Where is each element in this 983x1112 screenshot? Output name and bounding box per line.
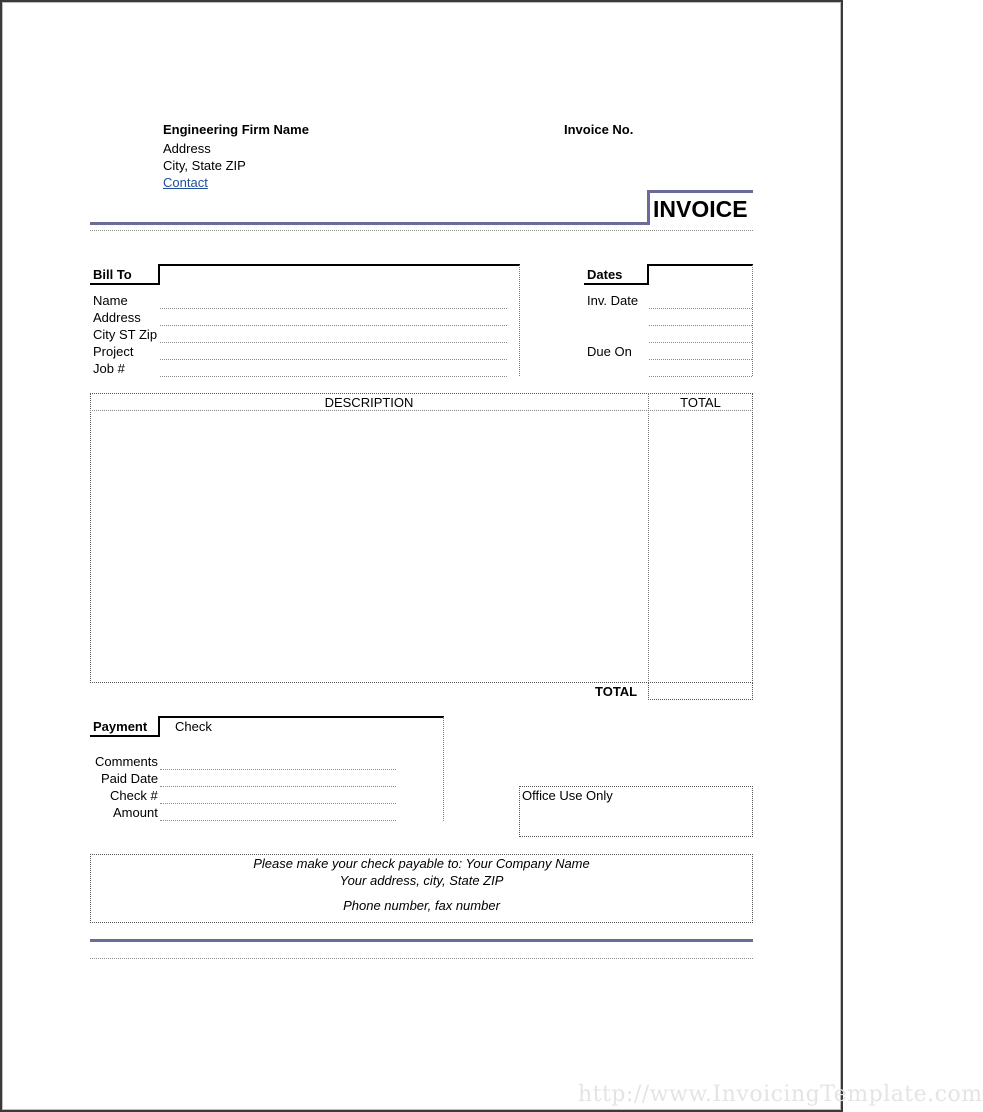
bill-to-heading: Bill To [93,267,132,282]
total-header: TOTAL [680,395,721,410]
payment-top-border [158,716,444,718]
payment-paid-date-label: Paid Date [101,771,159,786]
payment-comments-field[interactable] [160,769,396,770]
due-on-field[interactable] [649,359,752,360]
description-area[interactable] [91,411,647,682]
payment-heading: Payment [93,719,148,734]
footer-payable-to: Please make your check payable to: Your Company Name [253,856,590,871]
due-on-label: Due On [587,344,632,359]
invoice-title-top-border [647,190,753,193]
payment-check-field[interactable] [160,803,396,804]
header-divider [90,230,753,231]
total-label: TOTAL [595,684,638,699]
dates-blank-field-3[interactable] [649,376,752,377]
payment-amount-field[interactable] [160,820,396,821]
payment-comments-label: Comments [95,754,158,769]
footer-phone: Phone number, fax number [343,898,500,913]
payment-amount-label: Amount [113,805,158,820]
bill-to-right-border [519,265,520,376]
invoice-number-label: Invoice No. [564,122,634,137]
office-use-label: Office Use Only [522,788,613,803]
header-accent-line [90,222,649,225]
contact-link[interactable]: Contact [163,175,208,190]
payment-method[interactable]: Check [175,719,212,734]
dates-blank-field-2[interactable] [649,342,752,343]
watermark-text: http://www.InvoicingTemplate.com [578,1082,983,1107]
bill-to-address-label: Address [93,310,141,325]
payment-underline [90,735,160,737]
dates-right-border [752,265,753,376]
payment-check-label: Check # [110,788,158,803]
payment-step [158,716,160,736]
firm-address: Address [163,141,211,156]
payment-paid-date-field[interactable] [160,786,396,787]
bill-to-project-label: Project [93,344,134,359]
firm-city-state-zip: City, State ZIP [163,158,246,173]
inv-date-field[interactable] [649,308,752,309]
bill-to-job-label: Job # [93,361,125,376]
footer-address: Your address, city, State ZIP [339,873,504,888]
payment-right-border [443,717,444,821]
description-header: DESCRIPTION [324,395,414,410]
total-amount-field[interactable] [648,682,753,700]
bill-to-city-label: City ST Zip [93,327,158,342]
bill-to-address-field[interactable] [160,325,507,326]
invoice-title: INVOICE [653,196,748,222]
dates-heading: Dates [587,267,623,282]
dates-step [647,264,649,284]
bill-to-name-field[interactable] [160,308,507,309]
dates-underline [584,283,649,285]
bill-to-project-field[interactable] [160,359,507,360]
bill-to-top-border [158,264,520,266]
bill-to-underline [90,283,160,285]
footer-accent-line [90,939,753,942]
dates-top-border [647,264,753,266]
dates-blank-field-1[interactable] [649,325,752,326]
bill-to-job-field[interactable] [160,376,507,377]
firm-name: Engineering Firm Name [163,122,309,137]
bill-to-name-label: Name [93,293,128,308]
inv-date-label: Inv. Date [587,293,639,308]
bill-to-city-field[interactable] [160,342,507,343]
bill-to-step [158,264,160,284]
footer-divider [90,958,753,959]
total-column-area[interactable] [649,411,752,682]
invoice-title-left-border [647,190,650,225]
